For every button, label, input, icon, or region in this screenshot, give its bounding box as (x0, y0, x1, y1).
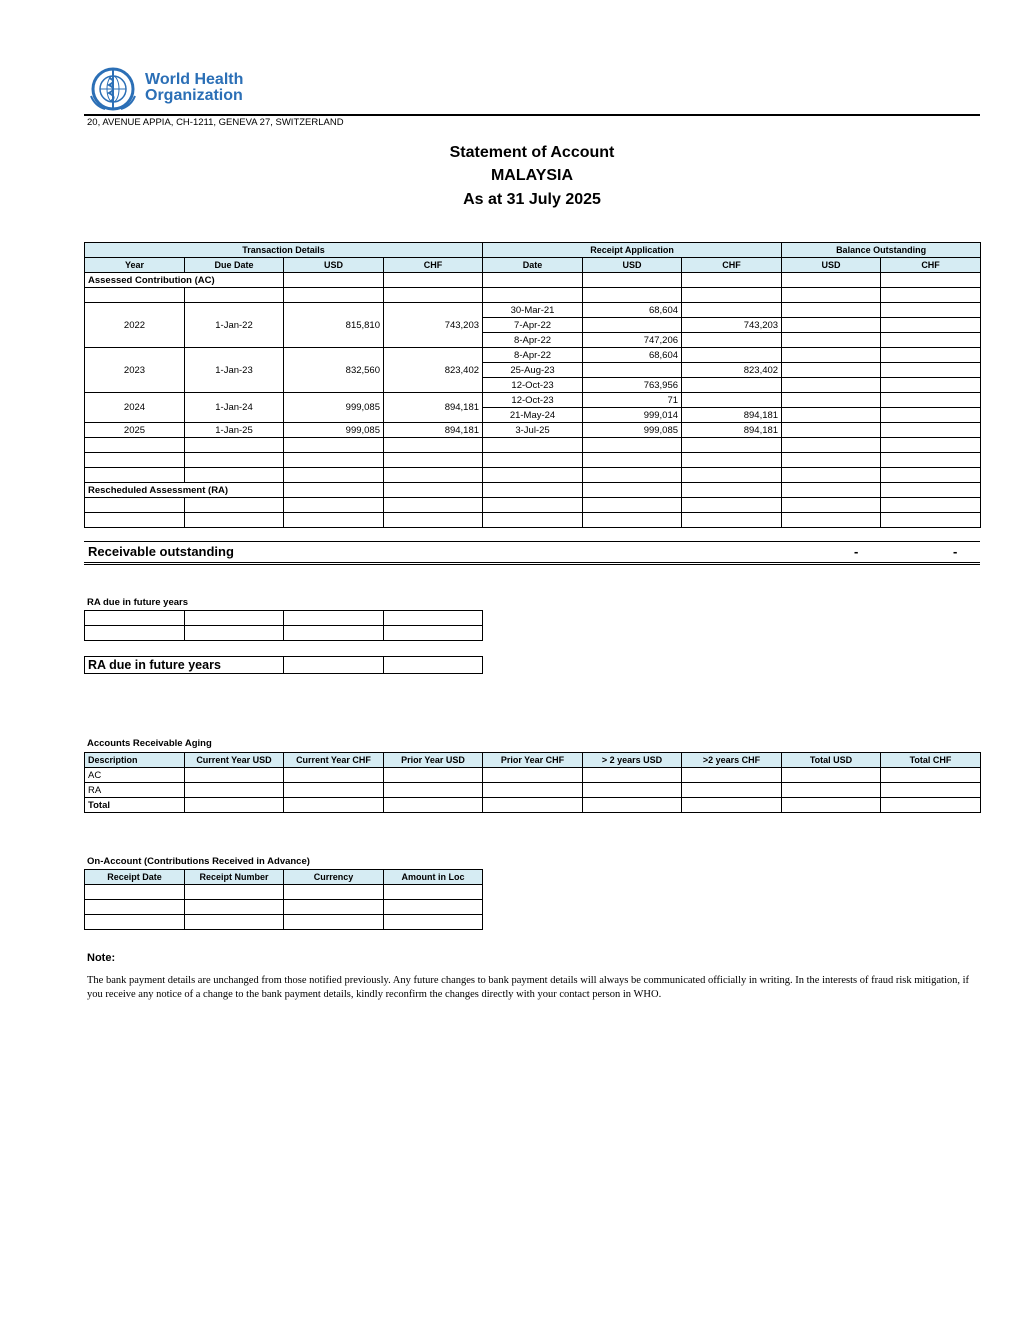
table-cell (881, 288, 981, 303)
table-cell (384, 768, 483, 783)
balance-chf-cell (881, 303, 981, 318)
table-cell (483, 783, 583, 798)
assessed-usd-cell: 832,560 (284, 348, 384, 393)
receipt-usd-cell: 999,014 (583, 408, 682, 423)
table-cell (185, 768, 284, 783)
table-cell (782, 468, 881, 483)
receipt-usd-cell: 71 (583, 393, 682, 408)
assessed-usd-cell: 999,085 (284, 393, 384, 423)
receipt-chf-cell: 823,402 (682, 363, 782, 378)
table-cell (583, 498, 682, 513)
page-title: Statement of Account (449, 144, 615, 161)
who-logo (85, 66, 245, 112)
table-cell (85, 288, 185, 303)
column-header: USD (583, 258, 682, 273)
org-address: 20, AVENUE APPIA, CH-1211, GENEVA 27, SWITZERLAND (87, 117, 344, 128)
ra-future-table (84, 610, 483, 641)
table-cell (384, 798, 483, 813)
statement-table (84, 242, 981, 528)
table-row (85, 258, 981, 273)
balance-chf-cell (881, 393, 981, 408)
table-cell (583, 798, 682, 813)
table-cell (384, 438, 483, 453)
table-cell (85, 915, 185, 930)
receipt-usd-cell (583, 363, 682, 378)
table-cell (782, 498, 881, 513)
table-cell (682, 468, 782, 483)
table-cell (881, 498, 981, 513)
table-row (85, 348, 981, 363)
note-text: The bank payment details are unchanged from those notified previously. Any future changes to bank payment details will always be communicated officially in writing. In the interests of fraud risk mitigation, if you receive any notice of a change to the bank payment details, kindly reconfirm the changes directly with your contact person in WHO. (87, 975, 970, 1000)
receivable-usd: - (854, 544, 859, 559)
receipt-date-cell: 7-Apr-22 (483, 318, 583, 333)
table-cell (284, 468, 384, 483)
year-cell: 2025 (85, 423, 185, 438)
table-cell (682, 513, 782, 528)
table-cell (185, 438, 284, 453)
table-cell (583, 453, 682, 468)
table-cell (782, 768, 881, 783)
column-header: USD (284, 258, 384, 273)
table-cell (284, 483, 384, 498)
balance-usd-cell (782, 333, 881, 348)
receivable-outstanding-row (84, 541, 980, 565)
table-cell (881, 468, 981, 483)
column-header: CHF (384, 258, 483, 273)
table-cell (284, 900, 384, 915)
table-cell (881, 438, 981, 453)
table-row (85, 900, 483, 915)
receipt-usd-cell: 68,604 (583, 303, 682, 318)
table-cell (384, 513, 483, 528)
table-cell (384, 498, 483, 513)
receipt-usd-cell (583, 318, 682, 333)
receivable-outstanding-label: Receivable outstanding (88, 544, 234, 559)
receipt-usd-cell: 999,085 (583, 423, 682, 438)
due-date-cell: 1-Jan-25 (185, 423, 284, 438)
group-header-receipt: Receipt Application (483, 243, 782, 258)
table-cell (284, 798, 384, 813)
table-cell (384, 273, 483, 288)
table-cell (185, 783, 284, 798)
column-header: CHF (682, 258, 782, 273)
table-cell (284, 498, 384, 513)
table-cell (583, 768, 682, 783)
group-header-balance: Balance Outstanding (782, 243, 981, 258)
table-cell (782, 273, 881, 288)
table-cell (881, 513, 981, 528)
table-cell (384, 915, 483, 930)
aging-column-header: Total CHF (881, 753, 981, 768)
column-header: USD (782, 258, 881, 273)
receipt-usd-cell: 763,956 (583, 378, 682, 393)
table-cell (682, 483, 782, 498)
receipt-chf-cell (682, 393, 782, 408)
receipt-date-cell: 21-May-24 (483, 408, 583, 423)
on-account-column-header: Amount in Loc (384, 870, 483, 885)
table-cell (782, 453, 881, 468)
aging-column-header: Total USD (782, 753, 881, 768)
column-header: Year (85, 258, 185, 273)
table-row (85, 783, 981, 798)
receipt-chf-cell (682, 333, 782, 348)
table-cell (583, 483, 682, 498)
receipt-date-cell: 25-Aug-23 (483, 363, 583, 378)
aging-title: Accounts Receivable Aging (87, 738, 212, 749)
assessed-chf-cell: 894,181 (384, 423, 483, 438)
table-cell (85, 885, 185, 900)
table-cell (185, 453, 284, 468)
balance-usd-cell (782, 303, 881, 318)
table-cell (85, 453, 185, 468)
table-row (85, 768, 981, 783)
table-cell (483, 483, 583, 498)
table-row (85, 393, 981, 408)
table-row (85, 438, 981, 453)
table-cell (782, 783, 881, 798)
table-cell (483, 498, 583, 513)
table-cell (284, 885, 384, 900)
receipt-chf-cell: 743,203 (682, 318, 782, 333)
aging-column-header: Description (85, 753, 185, 768)
table-cell (284, 453, 384, 468)
table-row (85, 288, 981, 303)
receipt-date-cell: 3-Jul-25 (483, 423, 583, 438)
ra-future-total-table (84, 656, 483, 674)
table-cell (85, 900, 185, 915)
table-cell (185, 288, 284, 303)
aging-column-header: Prior Year CHF (483, 753, 583, 768)
balance-usd-cell (782, 393, 881, 408)
table-cell (384, 288, 483, 303)
ra-future-total-label: RA due in future years (85, 657, 284, 674)
receipt-date-cell: 8-Apr-22 (483, 333, 583, 348)
table-row (85, 498, 981, 513)
section-label-ac: Assessed Contribution (AC) (85, 273, 284, 288)
aging-column-header: Current Year CHF (284, 753, 384, 768)
org-name-line1: World Health (145, 71, 244, 88)
table-cell (583, 783, 682, 798)
table-row (85, 243, 981, 258)
table-row (85, 915, 483, 930)
table-cell (782, 483, 881, 498)
table-row (85, 798, 981, 813)
table-cell (483, 438, 583, 453)
assessed-chf-cell: 894,181 (384, 393, 483, 423)
aging-table (84, 752, 981, 813)
table-cell (185, 900, 284, 915)
org-name-line2: Organization (145, 87, 243, 104)
table-cell (483, 273, 583, 288)
table-cell (881, 273, 981, 288)
table-cell (85, 438, 185, 453)
ra-future-title: RA due in future years (87, 597, 189, 608)
column-header: CHF (881, 258, 981, 273)
table-cell (682, 288, 782, 303)
section-label-ra: Rescheduled Assessment (RA) (85, 483, 284, 498)
table-cell (483, 768, 583, 783)
receivable-chf: - (953, 544, 958, 559)
table-cell (483, 453, 583, 468)
table-cell (583, 513, 682, 528)
table-cell (583, 468, 682, 483)
column-header: Date (483, 258, 583, 273)
table-cell (682, 498, 782, 513)
receipt-chf-cell (682, 378, 782, 393)
aging-column-header: >2 years CHF (682, 753, 782, 768)
table-cell (384, 483, 483, 498)
on-account-table (84, 869, 483, 930)
table-cell (682, 438, 782, 453)
balance-usd-cell (782, 363, 881, 378)
header-rule (84, 114, 980, 116)
table-cell (85, 498, 185, 513)
table-cell (782, 288, 881, 303)
table-cell (185, 468, 284, 483)
table-row (85, 513, 981, 528)
table-row (85, 657, 483, 674)
table-row (85, 611, 483, 626)
table-cell (881, 783, 981, 798)
table-cell (483, 798, 583, 813)
assessed-usd-cell: 815,810 (284, 303, 384, 348)
on-account-column-header: Receipt Date (85, 870, 185, 885)
column-header: Due Date (185, 258, 284, 273)
table-cell (682, 273, 782, 288)
table-cell (682, 453, 782, 468)
table-cell (384, 453, 483, 468)
table-cell (284, 273, 384, 288)
balance-chf-cell (881, 423, 981, 438)
balance-usd-cell (782, 408, 881, 423)
due-date-cell: 1-Jan-23 (185, 348, 284, 393)
table-row (85, 453, 981, 468)
table-cell (384, 885, 483, 900)
receipt-chf-cell (682, 303, 782, 318)
year-cell: 2023 (85, 348, 185, 393)
receipt-chf-cell (682, 348, 782, 363)
aging-row-label: RA (85, 783, 185, 798)
balance-chf-cell (881, 318, 981, 333)
receipt-usd-cell: 747,206 (583, 333, 682, 348)
aging-column-header: > 2 years USD (583, 753, 682, 768)
table-cell (284, 438, 384, 453)
table-cell (881, 798, 981, 813)
balance-chf-cell (881, 378, 981, 393)
table-cell (682, 783, 782, 798)
table-cell (682, 798, 782, 813)
table-row (85, 468, 981, 483)
table-row (85, 626, 483, 641)
assessed-chf-cell: 743,203 (384, 303, 483, 348)
balance-usd-cell (782, 318, 881, 333)
on-account-title: On-Account (Contributions Received in Advance) (87, 856, 310, 867)
table-cell (384, 900, 483, 915)
table-cell (483, 288, 583, 303)
table-cell (284, 915, 384, 930)
table-cell (583, 438, 682, 453)
on-account-column-header: Currency (284, 870, 384, 885)
table-cell (85, 513, 185, 528)
table-cell (782, 798, 881, 813)
table-cell (881, 483, 981, 498)
table-cell (284, 513, 384, 528)
table-cell (881, 453, 981, 468)
assessed-chf-cell: 823,402 (384, 348, 483, 393)
org-name (145, 72, 243, 104)
table-cell (782, 513, 881, 528)
receipt-usd-cell: 68,604 (583, 348, 682, 363)
on-account-column-header: Receipt Number (185, 870, 284, 885)
table-row (85, 303, 981, 318)
receipt-date-cell: 12-Oct-23 (483, 393, 583, 408)
table-cell (583, 288, 682, 303)
receipt-date-cell: 8-Apr-22 (483, 348, 583, 363)
balance-chf-cell (881, 333, 981, 348)
table-cell (384, 783, 483, 798)
note-heading: Note: (87, 952, 116, 964)
table-cell (185, 513, 284, 528)
table-cell (782, 438, 881, 453)
receipt-date-cell: 12-Oct-23 (483, 378, 583, 393)
balance-chf-cell (881, 408, 981, 423)
aging-column-header: Current Year USD (185, 753, 284, 768)
balance-chf-cell (881, 363, 981, 378)
table-cell (284, 783, 384, 798)
aging-column-header: Prior Year USD (384, 753, 483, 768)
year-cell: 2022 (85, 303, 185, 348)
table-row (85, 423, 981, 438)
balance-chf-cell (881, 348, 981, 363)
due-date-cell: 1-Jan-24 (185, 393, 284, 423)
table-cell (583, 273, 682, 288)
country-title: MALAYSIA (490, 167, 574, 184)
table-cell (483, 468, 583, 483)
group-header-transaction: Transaction Details (85, 243, 483, 258)
balance-usd-cell (782, 348, 881, 363)
balance-usd-cell (782, 378, 881, 393)
table-row (85, 753, 981, 768)
table-cell (284, 288, 384, 303)
table-cell (384, 468, 483, 483)
table-cell (185, 498, 284, 513)
table-cell (185, 885, 284, 900)
due-date-cell: 1-Jan-22 (185, 303, 284, 348)
who-emblem-icon (85, 66, 141, 112)
balance-usd-cell (782, 423, 881, 438)
table-cell (85, 468, 185, 483)
year-cell: 2024 (85, 393, 185, 423)
table-row (85, 273, 981, 288)
aging-row-label: Total (85, 798, 185, 813)
receipt-chf-cell: 894,181 (682, 408, 782, 423)
table-cell (185, 915, 284, 930)
table-cell (682, 768, 782, 783)
table-row (85, 885, 483, 900)
table-row (85, 483, 981, 498)
receipt-date-cell: 30-Mar-21 (483, 303, 583, 318)
table-cell (185, 798, 284, 813)
table-cell (483, 513, 583, 528)
table-cell (881, 768, 981, 783)
aging-row-label: AC (85, 768, 185, 783)
receipt-chf-cell: 894,181 (682, 423, 782, 438)
as-at-title: As at 31 July 2025 (463, 191, 601, 208)
table-row (85, 870, 483, 885)
assessed-usd-cell: 999,085 (284, 423, 384, 438)
table-cell (284, 768, 384, 783)
